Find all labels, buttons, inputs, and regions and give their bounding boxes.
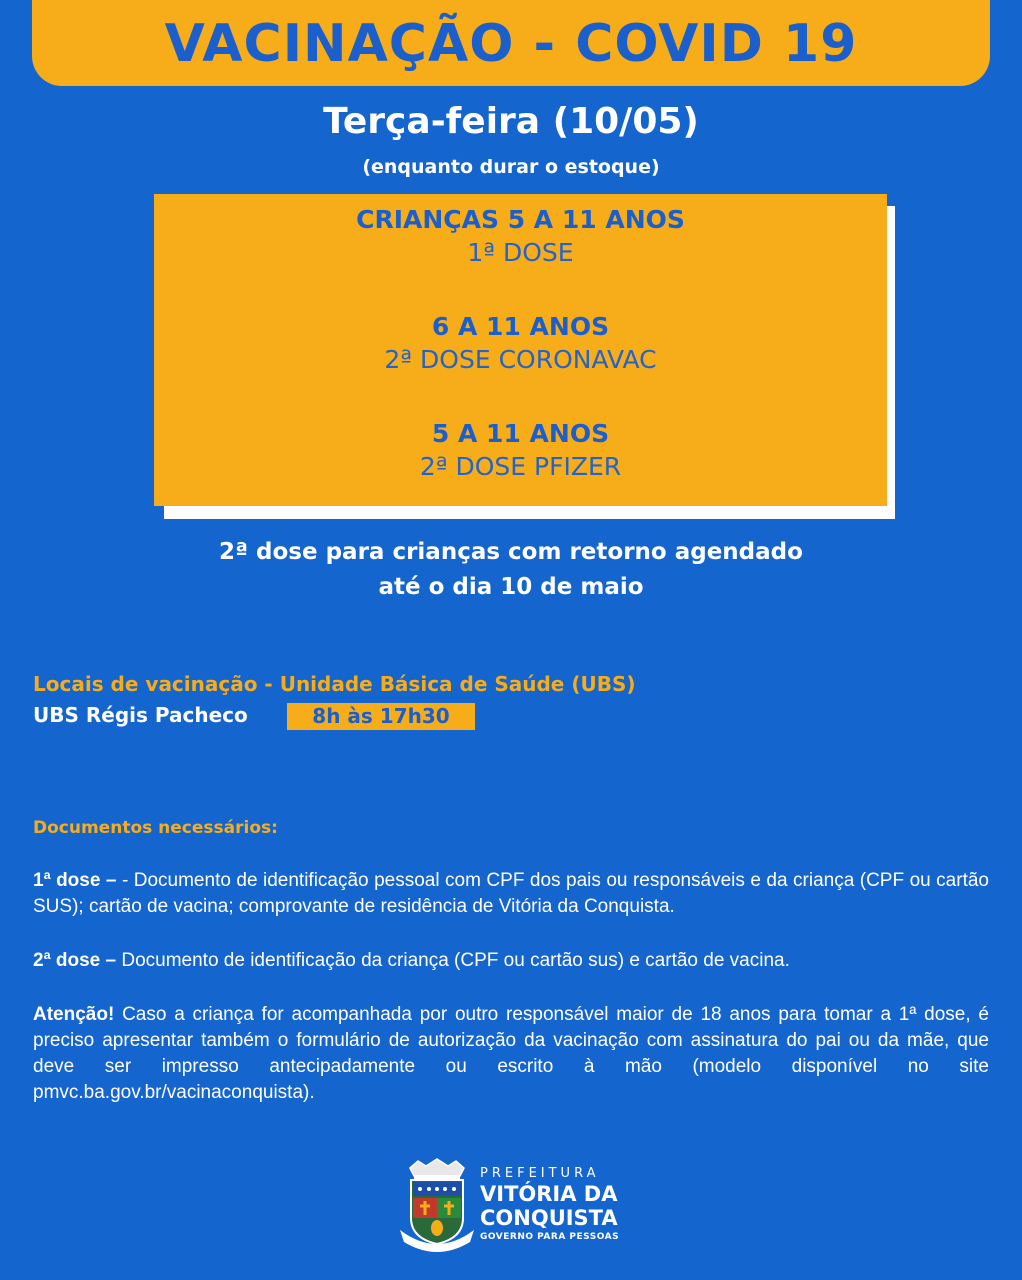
ubs-name: UBS Régis Pacheco <box>33 703 248 727</box>
dose2-text: Documento de identificação da criança (CPF ou cartão sus) e cartão de vacina. <box>116 950 790 971</box>
stock-note: (enquanto durar o estoque) <box>362 156 660 178</box>
return-note-line: 2ª dose para crianças com retorno agendado <box>219 539 803 565</box>
logo-city-line1: VITÓRIA DA <box>480 1182 618 1206</box>
page-title: VACINAÇÃO - COVID 19 <box>164 14 858 74</box>
group-dose: 1ª DOSE <box>467 238 574 267</box>
dose1-paragraph <box>33 868 989 920</box>
return-note-line: até o dia 10 de maio <box>378 574 644 600</box>
dose2-paragraph <box>33 948 989 974</box>
dose1-text: - Documento de identificação pessoal com CPF dos pais ou responsáveis e da criança (CPF ou cartão SUS); cartão de vacina; comprovante de residência de Vitória da Conquista. <box>33 870 989 917</box>
logo-prefeitura: PREFEITURA <box>480 1166 600 1181</box>
city-crest-icon <box>398 1158 476 1256</box>
attention-lead: Atenção! <box>33 1004 115 1025</box>
attention-text: Caso a criança for acompanhada por outro responsável maior de 18 anos para tomar a 1ª dose, é preciso apresentar também o formulário de autorização da vacinação com assinatura do pai ou da mãe, que deve ser impresso antecipadamente ou escrito à mão (modelo disponível no site pmvc.ba.gov.br/vacinaconquista). <box>33 1004 989 1103</box>
logo-slogan: GOVERNO PARA PESSOAS <box>480 1232 620 1242</box>
ubs-hours-badge: 8h às 17h30 <box>287 703 475 730</box>
dose1-lead: 1ª dose – <box>33 870 117 891</box>
date-title: Terça-feira (10/05) <box>323 101 699 142</box>
group-title: CRIANÇAS 5 A 11 ANOS <box>356 205 685 234</box>
groups-box <box>154 194 887 506</box>
group-dose: 2ª DOSE PFIZER <box>419 452 622 481</box>
group-item <box>154 418 887 484</box>
logo-city-line2: CONQUISTA <box>480 1206 618 1230</box>
header-banner <box>32 0 990 86</box>
group-item <box>154 311 887 377</box>
group-item <box>154 204 887 270</box>
prefeitura-logo <box>398 1158 630 1258</box>
group-title: 6 A 11 ANOS <box>431 312 610 341</box>
logo-text <box>480 1166 619 1244</box>
dose2-lead: 2ª dose – <box>33 950 117 971</box>
group-dose: 2ª DOSE CORONAVAC <box>384 345 657 374</box>
attention-paragraph <box>33 1002 989 1106</box>
documents-title: Documentos necessários: <box>33 818 278 838</box>
return-note <box>0 535 1022 605</box>
group-title: 5 A 11 ANOS <box>431 419 610 448</box>
locais-title: Locais de vacinação - Unidade Básica de Saúde (UBS) <box>33 672 636 696</box>
